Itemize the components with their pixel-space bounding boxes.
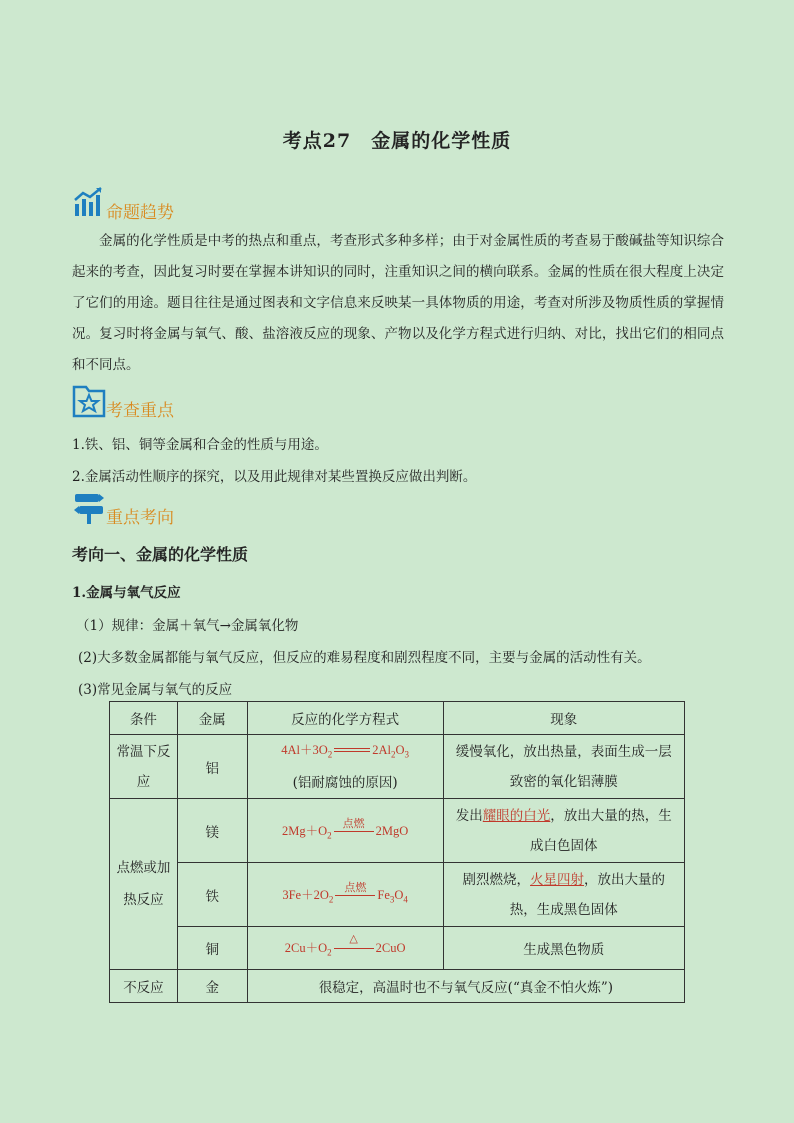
phenomenon-magnesium: 发出耀眼的白光，放出大量的热，生成白色固体 (443, 799, 684, 863)
aluminum-note: (铝耐腐蚀的原因) (292, 774, 398, 791)
metal-copper: 铜 (177, 927, 247, 970)
table-row-iron (110, 863, 685, 927)
metal-aluminum: 铝 (177, 735, 247, 799)
equation-iron: $3Fe+2O_2$ 点燃 $Fe_3O_4$ (247, 863, 443, 927)
subsection-title: 1.金属与氧气反应 (72, 585, 181, 601)
equation-aluminum (247, 735, 443, 799)
section-trend-label: 命题趋势 (106, 203, 174, 223)
metal-magnesium: 镁 (177, 799, 247, 863)
condition-room-temp: 常温下反应 (110, 735, 178, 799)
condition-mark-ignite: 点燃 (335, 889, 375, 903)
equation-aluminum-text: $4Al+3O_2$ $2Al_2O_3$ (281, 743, 410, 760)
table-header-row (110, 702, 685, 735)
table-row-magnesium (110, 799, 685, 863)
metal-iron: 铁 (177, 863, 247, 927)
header-equation: 反应的化学方程式 (247, 702, 443, 735)
header-metal: 金属 (177, 702, 247, 735)
condition-mark-heat: △ (334, 942, 374, 956)
rule-3: (3)常见金属与氧气的反应 (78, 682, 233, 698)
table-row-gold (110, 970, 685, 1003)
section-direction-label: 重点考向 (106, 508, 174, 528)
page-title: 考点27 金属的化学性质 (282, 130, 512, 152)
condition-no-reaction: 不反应 (110, 970, 178, 1003)
phenomenon-iron: 剧烈燃烧，火星四射，放出大量的热，生成黑色固体 (443, 863, 684, 927)
star-folder-icon (72, 384, 106, 418)
metal-gold: 金 (177, 970, 247, 1003)
header-phenomenon: 现象 (443, 702, 684, 735)
condition-mark-ignite: 点燃 (334, 825, 374, 839)
trend-paragraph: 金属的化学性质是中考的热点和重点，考查形式多种多样；由于对金属性质的考查易于酸碱盐等知识综合起来的考查，因此复习时要在掌握本讲知识的同时，注重知识之间的横向联系。金属的性质在很大程度上决定了它们的用途。题目往往是通过图表和文字信息来反映某一具体物质的用途，考查对所涉及物质性质的掌握情况。复习时将金属与氧气、酸、盐溶液反应的现象、产物以及化学方程式进行归纳、对比，找出它们的相同点和不同点。 (72, 233, 724, 373)
equation-magnesium: $2Mg+O_2$ 点燃 2MgO (247, 799, 443, 863)
condition-ignite: 点燃或加热反应 (110, 799, 178, 970)
chart-icon (72, 186, 106, 220)
focus-item-2: 2.金属活动性顺序的探究，以及用此规律对某些置换反应做出判断。 (72, 469, 477, 485)
section-focus-label: 考查重点 (106, 401, 174, 421)
phenomenon-copper: 生成黑色物质 (443, 927, 684, 970)
signpost-icon (72, 491, 106, 525)
direction-title: 考向一、金属的化学性质 (72, 545, 249, 564)
focus-item-1: 1.铁、铝、铜等金属和合金的性质与用途。 (72, 437, 328, 453)
equation-copper: $2Cu+O_2$ △ 2CuO (247, 927, 443, 970)
phenomenon-gold: 很稳定，高温时也不与氧气反应(“真金不怕火炼”) (247, 970, 684, 1003)
phenomenon-aluminum: 缓慢氧化，放出热量，表面生成一层致密的氧化铝薄膜 (443, 735, 684, 799)
table-row-aluminum (110, 735, 685, 799)
table-row-copper (110, 927, 685, 970)
rule-1: （1）规律：金属＋氧气→金属氧化物 (76, 618, 299, 634)
header-condition: 条件 (110, 702, 178, 735)
rule-2: (2)大多数金属都能与氧气反应，但反应的难易程度和剧烈程度不同，主要与金属的活动性有关。 (78, 650, 651, 666)
reaction-table (109, 701, 685, 1003)
